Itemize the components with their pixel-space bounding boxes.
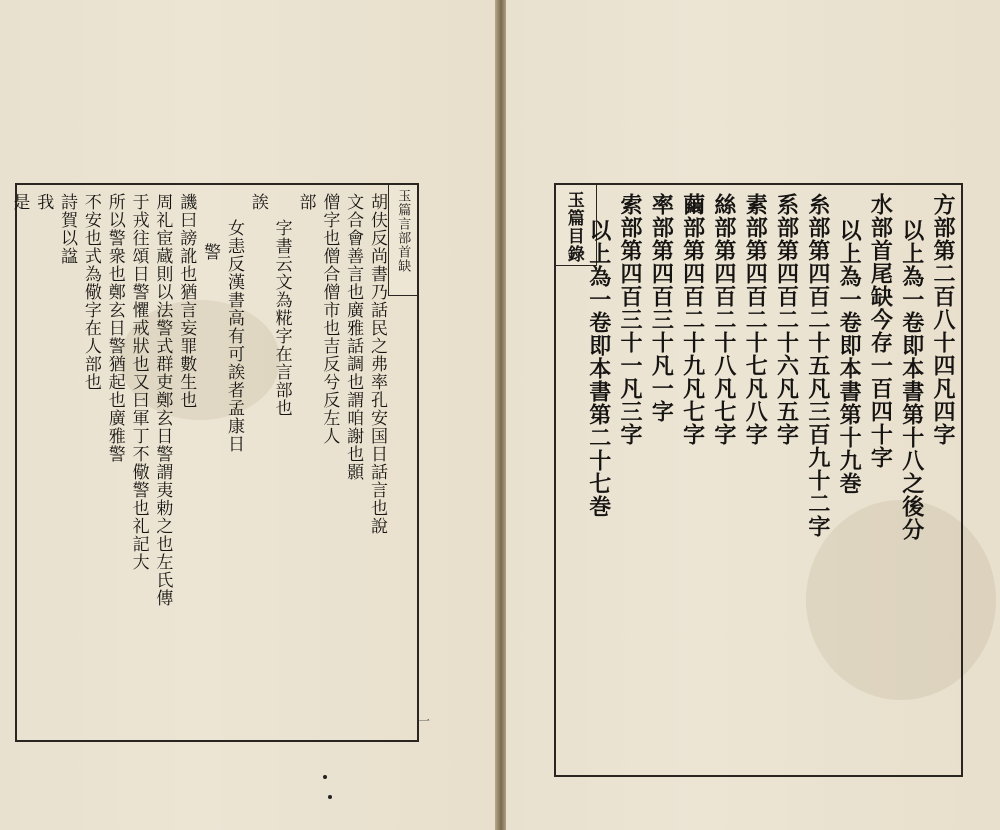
left-header-tab [388, 185, 417, 296]
toc-entry: 以上為一卷即本書第二十七巻 [585, 219, 612, 518]
text-column: 不安也式為儆字在人部也 [80, 193, 101, 391]
toc-entry: 素部第四百二十七凡八字 [742, 193, 769, 446]
toc-entry: 繭部第四百二十九凡七字 [679, 193, 706, 446]
toc-entry: 索部第四百三十一凡三字 [617, 193, 644, 446]
text-column: 我 [33, 193, 54, 211]
text-column: 是 [9, 193, 30, 211]
toc-entry: 以上為一卷即本書第十八之後分 [898, 219, 925, 541]
text-column: 警 [200, 243, 221, 261]
text-column: 女恚反漢書高有可誒者孟康日 [223, 219, 244, 453]
text-column: 譏曰謗訛也猶言妄罪數生也 [176, 193, 197, 409]
toc-entry: 以上為一卷即本書第十九巻 [836, 219, 863, 495]
toc-entry: 糸部第四百二十五凡三百九十二字 [804, 193, 831, 538]
toc-entry: 系部第四百二十六凡五字 [773, 193, 800, 446]
text-column: 文合會善言也廣雅話調也謂咱謝也顥 [343, 193, 364, 481]
text-column: 誒 [247, 193, 268, 211]
left-header-label: 玉篇言部首缺 [395, 189, 411, 273]
toc-entry: 率部第四百三十凡一字 [648, 193, 675, 423]
ink-dot [328, 795, 332, 799]
text-column: 詩賀以諡 [57, 193, 78, 265]
left-text-frame [9, 183, 419, 742]
left-columns [9, 193, 387, 732]
text-column: 字書云文為糀字在言部也 [271, 219, 292, 417]
right-columns [585, 193, 956, 767]
text-column: 于戎往頌日警懼戒狀也又曰軍丁不儆警也礼記大 [128, 193, 149, 571]
right-text-frame [554, 183, 963, 777]
text-column: 部 [295, 193, 316, 211]
page-number: 一 [418, 714, 431, 728]
right-page [505, 0, 1000, 830]
ink-dot [323, 775, 327, 779]
toc-entry: 水部首尾缺今存一百四十字 [867, 193, 894, 469]
left-page [0, 0, 499, 830]
toc-entry: 絲部第四百二十八凡七字 [710, 193, 737, 446]
text-column: 僧字也僧合僧市也吉反兮反左人 [319, 193, 340, 445]
right-header-label: 玉篇目錄 [563, 191, 584, 263]
text-column: 所以警衆也鄭玄日警猶起也廣雅警 [104, 193, 125, 463]
text-column: 胡伕反尚書乃話民之弗率孔安国日話言也說 [367, 193, 387, 535]
text-column: 周礼宦蔵則以法警式群吏鄭玄日警謂夷勅之也左氏傳 [152, 193, 173, 607]
toc-entry: 方部第二百八十四凡四字 [930, 193, 956, 446]
